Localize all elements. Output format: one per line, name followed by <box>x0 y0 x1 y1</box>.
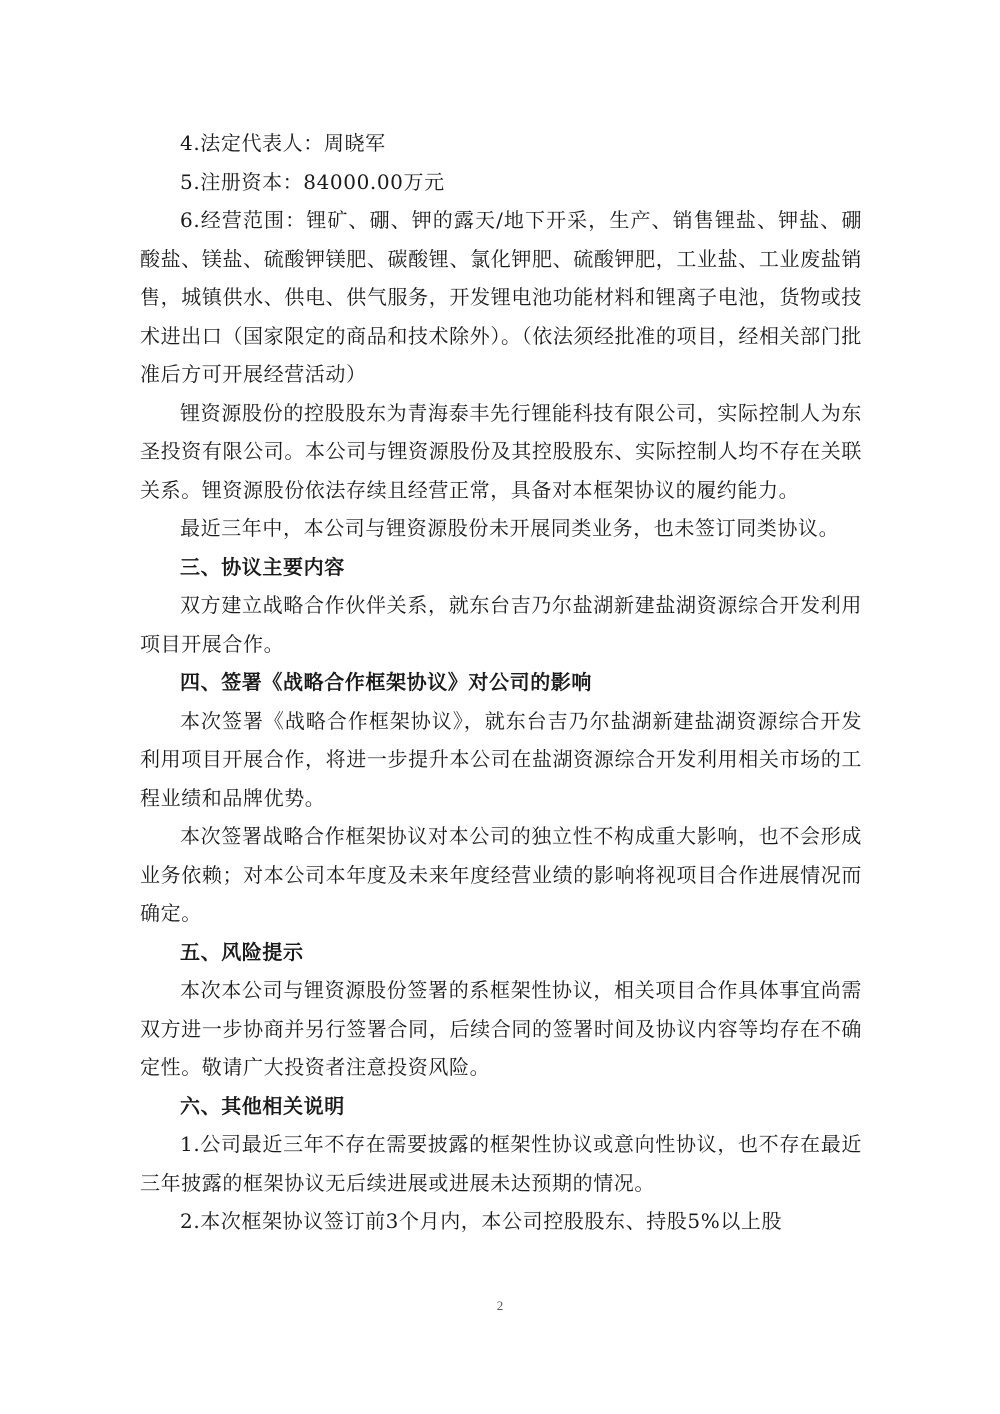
document-body <box>140 124 862 1241</box>
legal-representative: 4.法定代表人：周晓军 <box>180 131 386 155</box>
controlling-shareholder-paragraph: 锂资源股份的控股股东为青海泰丰先行锂能科技有限公司，实际控制人为东圣投资有限公司。本公司与锂资源股份及其控股股东、实际控制人均不存在关联关系。锂资源股份依法存续且经营正常，具备对本框架协议的履约能力。 <box>140 400 862 502</box>
main-content-paragraph: 双方建立战略合作伙伴关系，就东台吉乃尔盐湖新建盐湖资源综合开发利用项目开展合作。 <box>140 593 862 656</box>
other-item-1: 1.公司最近三年不存在需要披露的框架性协议或意向性协议，也不存在最近三年披露的框架协议无后续进展或进展未达预期的情况。 <box>140 1132 862 1195</box>
section-heading-risk: 五、风险提示 <box>180 939 304 964</box>
section-heading-impact: 四、签署《战略合作框架协议》对公司的影响 <box>180 670 592 694</box>
risk-paragraph: 本次本公司与锂资源股份签署的系框架性协议，相关项目合作具体事宜尚需双方进一步协商并另行签署合同，后续合同的签署时间及协议内容等均存在不确定性。敬请广大投资者注意投资风险。 <box>140 978 862 1079</box>
section-heading-other: 六、其他相关说明 <box>180 1093 345 1118</box>
registered-capital: 5.注册资本：84000.00万元 <box>180 169 445 194</box>
page-number: 2 <box>496 1298 504 1313</box>
business-scope: 6.经营范围：锂矿、硼、钾的露天/地下开采，生产、销售锂盐、钾盐、硼酸盐、镁盐、硫酸钾镁肥、碳酸锂、氯化钾肥、硫酸钾肥，工业盐、工业废盐销售，城镇供水、供电、供气服务，开发锂电池功能材料和锂离子电池，货物或技术进出口（国家限定的商品和技术除外）。（依法须经批准的项目，经相关部门批准后方可开展经营活动） <box>140 208 862 386</box>
other-item-2: 2.本次框架协议签订前3个月内，本公司控股股东、持股5%以上股 <box>180 1209 783 1233</box>
impact-paragraph-1: 本次签署《战略合作框架协议》，就东台吉乃尔盐湖新建盐湖资源综合开发利用项目开展合作，将进一步提升本公司在盐湖资源综合开发利用相关市场的工程业绩和品牌优势。 <box>140 708 862 810</box>
section-heading-main-content: 三、协议主要内容 <box>180 554 345 579</box>
impact-paragraph-2: 本次签署战略合作框架协议对本公司的独立性不构成重大影响，也不会形成业务依赖；对本公司本年度及未来年度经营业绩的影响将视项目合作进展情况而确定。 <box>140 824 862 925</box>
prior-business-paragraph: 最近三年中，本公司与锂资源股份未开展同类业务，也未签订同类协议。 <box>180 516 840 540</box>
